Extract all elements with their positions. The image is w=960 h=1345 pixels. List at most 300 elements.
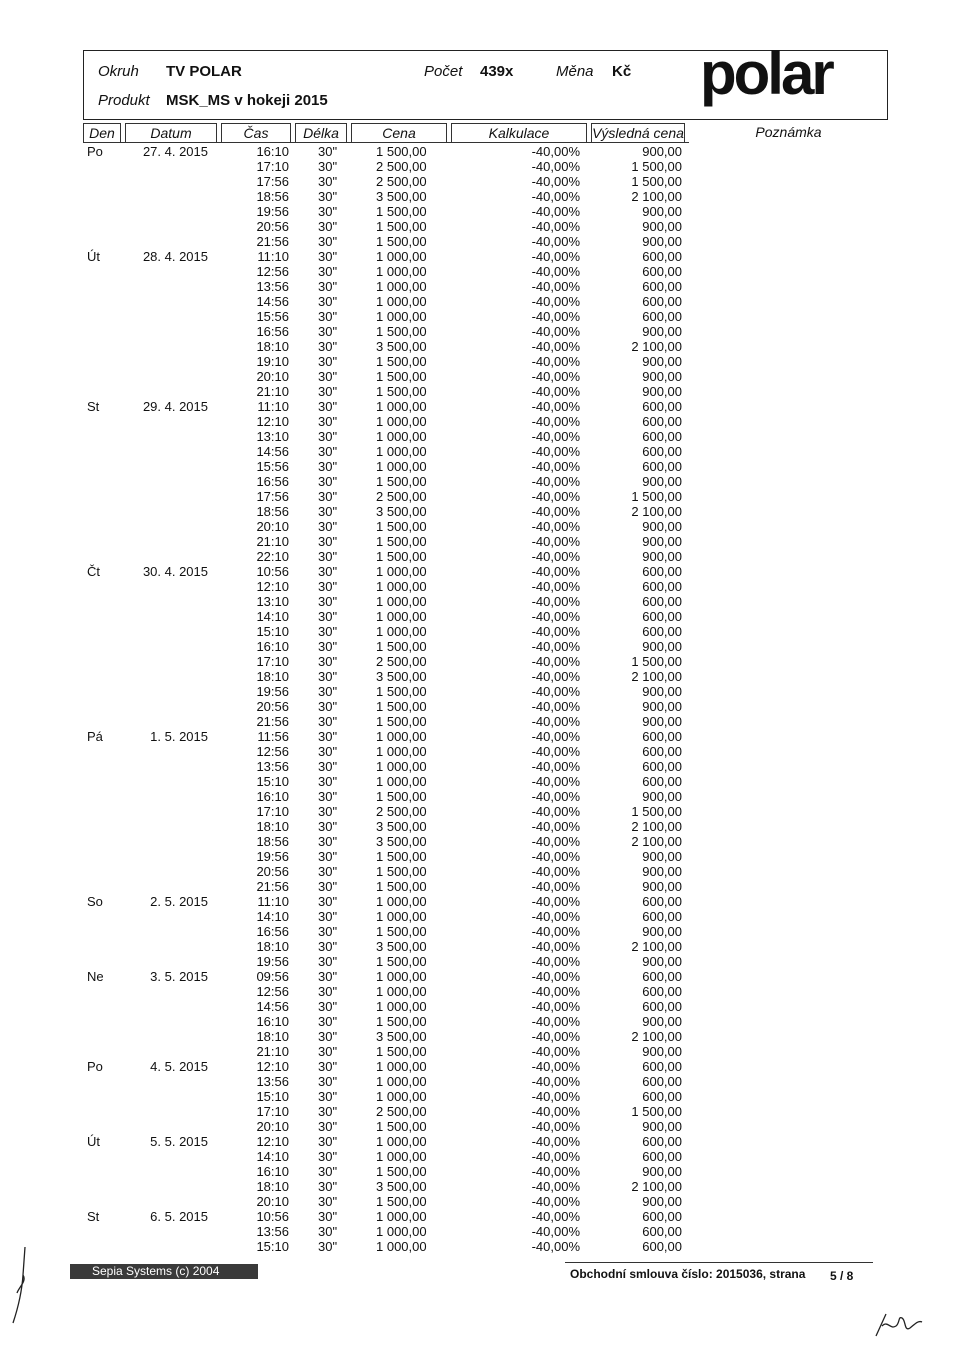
row-calculation: -40,00% xyxy=(531,309,580,324)
row-time: 14:10 xyxy=(256,1149,289,1164)
row-calculation: -40,00% xyxy=(531,1179,580,1194)
row-time: 17:10 xyxy=(256,1104,289,1119)
row-price: 1 000,00 xyxy=(376,309,427,324)
table-row xyxy=(0,849,960,864)
row-length: 30" xyxy=(318,369,338,384)
table-row xyxy=(0,699,960,714)
row-calculation: -40,00% xyxy=(531,279,580,294)
row-length: 30" xyxy=(318,804,338,819)
row-final-price: 900,00 xyxy=(642,849,682,864)
row-final-price: 900,00 xyxy=(642,519,682,534)
row-final-price: 600,00 xyxy=(642,1089,682,1104)
row-day: Út xyxy=(87,249,100,264)
table-row xyxy=(0,1209,960,1224)
row-price: 1 500,00 xyxy=(376,1014,427,1029)
row-price: 1 500,00 xyxy=(376,1044,427,1059)
row-time: 20:56 xyxy=(256,864,289,879)
row-final-price: 2 100,00 xyxy=(631,669,682,684)
row-length: 30" xyxy=(318,609,338,624)
row-length: 30" xyxy=(318,1239,338,1254)
row-final-price: 2 100,00 xyxy=(631,1029,682,1044)
table-row xyxy=(0,279,960,294)
row-price: 1 000,00 xyxy=(376,294,427,309)
row-final-price: 1 500,00 xyxy=(631,174,682,189)
row-length: 30" xyxy=(318,879,338,894)
row-calculation: -40,00% xyxy=(531,234,580,249)
row-price: 1 500,00 xyxy=(376,324,427,339)
table-row xyxy=(0,144,960,159)
table-row xyxy=(0,759,960,774)
row-price: 1 000,00 xyxy=(376,459,427,474)
row-time: 16:10 xyxy=(256,144,289,159)
row-length: 30" xyxy=(318,309,338,324)
row-time: 14:56 xyxy=(256,444,289,459)
row-length: 30" xyxy=(318,984,338,999)
table-row xyxy=(0,1059,960,1074)
row-time: 19:56 xyxy=(256,684,289,699)
table-row xyxy=(0,1164,960,1179)
row-price: 3 500,00 xyxy=(376,1029,427,1044)
row-length: 30" xyxy=(318,534,338,549)
row-length: 30" xyxy=(318,1164,338,1179)
row-final-price: 600,00 xyxy=(642,264,682,279)
table-row xyxy=(0,714,960,729)
table-row xyxy=(0,444,960,459)
row-calculation: -40,00% xyxy=(531,1014,580,1029)
table-row xyxy=(0,234,960,249)
row-calculation: -40,00% xyxy=(531,924,580,939)
row-final-price: 900,00 xyxy=(642,684,682,699)
row-final-price: 600,00 xyxy=(642,744,682,759)
row-length: 30" xyxy=(318,969,338,984)
row-length: 30" xyxy=(318,744,338,759)
table-row xyxy=(0,1104,960,1119)
row-calculation: -40,00% xyxy=(531,999,580,1014)
row-final-price: 600,00 xyxy=(642,1239,682,1254)
row-time: 15:10 xyxy=(256,1089,289,1104)
row-price: 2 500,00 xyxy=(376,804,427,819)
row-length: 30" xyxy=(318,999,338,1014)
row-length: 30" xyxy=(318,819,338,834)
row-time: 15:56 xyxy=(256,309,289,324)
row-final-price: 900,00 xyxy=(642,864,682,879)
row-calculation: -40,00% xyxy=(531,1059,580,1074)
table-row xyxy=(0,984,960,999)
row-final-price: 900,00 xyxy=(642,534,682,549)
row-length: 30" xyxy=(318,249,338,264)
row-calculation: -40,00% xyxy=(531,504,580,519)
row-price: 1 500,00 xyxy=(376,369,427,384)
row-length: 30" xyxy=(318,189,338,204)
row-length: 30" xyxy=(318,909,338,924)
row-length: 30" xyxy=(318,789,338,804)
row-time: 16:56 xyxy=(256,324,289,339)
row-calculation: -40,00% xyxy=(531,729,580,744)
row-final-price: 600,00 xyxy=(642,564,682,579)
row-final-price: 600,00 xyxy=(642,729,682,744)
table-row xyxy=(0,909,960,924)
row-price: 1 000,00 xyxy=(376,744,427,759)
row-time: 20:10 xyxy=(256,519,289,534)
contract-number: Obchodní smlouva číslo: 2015036, strana xyxy=(570,1267,806,1281)
row-date: 27. 4. 2015 xyxy=(142,144,208,159)
table-row xyxy=(0,1029,960,1044)
row-length: 30" xyxy=(318,294,338,309)
row-length: 30" xyxy=(318,1104,338,1119)
row-calculation: -40,00% xyxy=(531,579,580,594)
row-calculation: -40,00% xyxy=(531,654,580,669)
row-price: 1 000,00 xyxy=(376,969,427,984)
row-final-price: 600,00 xyxy=(642,774,682,789)
row-calculation: -40,00% xyxy=(531,264,580,279)
row-length: 30" xyxy=(318,669,338,684)
row-final-price: 2 100,00 xyxy=(631,504,682,519)
table-row xyxy=(0,429,960,444)
row-price: 1 500,00 xyxy=(376,549,427,564)
row-final-price: 2 100,00 xyxy=(631,1179,682,1194)
row-time: 19:56 xyxy=(256,204,289,219)
row-final-price: 900,00 xyxy=(642,1119,682,1134)
row-price: 2 500,00 xyxy=(376,159,427,174)
row-time: 21:10 xyxy=(256,1044,289,1059)
row-price: 3 500,00 xyxy=(376,1179,427,1194)
row-final-price: 600,00 xyxy=(642,624,682,639)
row-final-price: 600,00 xyxy=(642,1074,682,1089)
row-time: 15:10 xyxy=(256,1239,289,1254)
row-calculation: -40,00% xyxy=(531,1209,580,1224)
row-price: 1 000,00 xyxy=(376,1059,427,1074)
row-day: Ne xyxy=(87,969,104,984)
row-time: 12:10 xyxy=(256,1059,289,1074)
row-length: 30" xyxy=(318,924,338,939)
row-time: 14:56 xyxy=(256,294,289,309)
table-row xyxy=(0,1014,960,1029)
mena-label: Měna xyxy=(556,63,594,80)
row-calculation: -40,00% xyxy=(531,1089,580,1104)
row-time: 18:10 xyxy=(256,669,289,684)
row-final-price: 900,00 xyxy=(642,1044,682,1059)
row-time: 16:10 xyxy=(256,639,289,654)
row-calculation: -40,00% xyxy=(531,744,580,759)
row-price: 2 500,00 xyxy=(376,654,427,669)
page-number: 5 / 8 xyxy=(830,1269,854,1283)
row-time: 09:56 xyxy=(256,969,289,984)
row-price: 1 000,00 xyxy=(376,594,427,609)
table-row xyxy=(0,504,960,519)
row-price: 1 000,00 xyxy=(376,414,427,429)
row-calculation: -40,00% xyxy=(531,1149,580,1164)
row-final-price: 900,00 xyxy=(642,714,682,729)
row-time: 19:56 xyxy=(256,849,289,864)
row-calculation: -40,00% xyxy=(531,519,580,534)
row-length: 30" xyxy=(318,1074,338,1089)
table-row xyxy=(0,384,960,399)
table-row xyxy=(0,819,960,834)
row-length: 30" xyxy=(318,234,338,249)
row-time: 21:10 xyxy=(256,534,289,549)
row-length: 30" xyxy=(318,714,338,729)
row-final-price: 600,00 xyxy=(642,594,682,609)
row-calculation: -40,00% xyxy=(531,444,580,459)
row-final-price: 600,00 xyxy=(642,999,682,1014)
row-time: 12:56 xyxy=(256,984,289,999)
row-time: 17:56 xyxy=(256,174,289,189)
row-calculation: -40,00% xyxy=(531,219,580,234)
row-time: 16:10 xyxy=(256,1014,289,1029)
row-final-price: 600,00 xyxy=(642,1149,682,1164)
table-row xyxy=(0,564,960,579)
row-length: 30" xyxy=(318,849,338,864)
row-time: 20:56 xyxy=(256,219,289,234)
row-final-price: 900,00 xyxy=(642,144,682,159)
row-calculation: -40,00% xyxy=(531,789,580,804)
row-length: 30" xyxy=(318,1209,338,1224)
row-time: 11:10 xyxy=(257,399,289,414)
table-row xyxy=(0,294,960,309)
row-calculation: -40,00% xyxy=(531,804,580,819)
row-calculation: -40,00% xyxy=(531,894,580,909)
row-time: 13:56 xyxy=(256,1224,289,1239)
row-time: 12:10 xyxy=(256,1134,289,1149)
row-time: 18:56 xyxy=(256,834,289,849)
table-row xyxy=(0,654,960,669)
row-length: 30" xyxy=(318,504,338,519)
row-calculation: -40,00% xyxy=(531,489,580,504)
row-price: 1 500,00 xyxy=(376,789,427,804)
row-time: 16:56 xyxy=(256,474,289,489)
row-length: 30" xyxy=(318,414,338,429)
row-calculation: -40,00% xyxy=(531,204,580,219)
row-length: 30" xyxy=(318,1179,338,1194)
row-price: 2 500,00 xyxy=(376,1104,427,1119)
row-length: 30" xyxy=(318,684,338,699)
row-length: 30" xyxy=(318,399,338,414)
row-length: 30" xyxy=(318,1044,338,1059)
row-time: 17:56 xyxy=(256,489,289,504)
row-length: 30" xyxy=(318,159,338,174)
row-calculation: -40,00% xyxy=(531,819,580,834)
row-calculation: -40,00% xyxy=(531,369,580,384)
table-row xyxy=(0,1179,960,1194)
row-length: 30" xyxy=(318,699,338,714)
row-time: 12:56 xyxy=(256,744,289,759)
row-calculation: -40,00% xyxy=(531,159,580,174)
row-calculation: -40,00% xyxy=(531,354,580,369)
row-price: 3 500,00 xyxy=(376,939,427,954)
table-row xyxy=(0,549,960,564)
row-calculation: -40,00% xyxy=(531,429,580,444)
row-time: 17:10 xyxy=(256,654,289,669)
col-cas: Čas xyxy=(221,123,291,143)
row-date: 3. 5. 2015 xyxy=(150,969,208,984)
row-final-price: 600,00 xyxy=(642,294,682,309)
row-final-price: 900,00 xyxy=(642,879,682,894)
row-time: 18:56 xyxy=(256,504,289,519)
row-price: 1 000,00 xyxy=(376,249,427,264)
table-row xyxy=(0,924,960,939)
row-length: 30" xyxy=(318,354,338,369)
okruh-label: Okruh xyxy=(98,63,139,80)
row-length: 30" xyxy=(318,429,338,444)
table-row xyxy=(0,534,960,549)
row-final-price: 600,00 xyxy=(642,579,682,594)
row-calculation: -40,00% xyxy=(531,714,580,729)
row-final-price: 600,00 xyxy=(642,759,682,774)
row-final-price: 600,00 xyxy=(642,1059,682,1074)
row-date: 5. 5. 2015 xyxy=(150,1134,208,1149)
row-price: 3 500,00 xyxy=(376,834,427,849)
row-calculation: -40,00% xyxy=(531,1194,580,1209)
pocet-label: Počet xyxy=(424,63,463,80)
row-price: 1 000,00 xyxy=(376,444,427,459)
table-row xyxy=(0,744,960,759)
row-time: 12:10 xyxy=(256,579,289,594)
row-final-price: 1 500,00 xyxy=(631,489,682,504)
table-row xyxy=(0,639,960,654)
row-length: 30" xyxy=(318,579,338,594)
row-price: 3 500,00 xyxy=(376,819,427,834)
row-length: 30" xyxy=(318,864,338,879)
row-final-price: 900,00 xyxy=(642,1194,682,1209)
col-delka: Délka xyxy=(295,123,347,143)
row-time: 13:56 xyxy=(256,279,289,294)
row-time: 15:10 xyxy=(256,774,289,789)
row-price: 1 000,00 xyxy=(376,399,427,414)
row-price: 1 500,00 xyxy=(376,684,427,699)
row-calculation: -40,00% xyxy=(531,954,580,969)
table-row xyxy=(0,399,960,414)
row-price: 1 500,00 xyxy=(376,849,427,864)
row-time: 12:56 xyxy=(256,264,289,279)
table-row xyxy=(0,1044,960,1059)
row-price: 1 500,00 xyxy=(376,714,427,729)
row-price: 1 500,00 xyxy=(376,1194,427,1209)
row-day: St xyxy=(87,399,100,414)
row-calculation: -40,00% xyxy=(531,1074,580,1089)
row-length: 30" xyxy=(318,624,338,639)
table-row xyxy=(0,249,960,264)
row-calculation: -40,00% xyxy=(531,414,580,429)
col-kalkulace: Kalkulace xyxy=(451,123,587,143)
row-price: 1 000,00 xyxy=(376,759,427,774)
row-calculation: -40,00% xyxy=(531,249,580,264)
row-calculation: -40,00% xyxy=(531,879,580,894)
row-price: 1 000,00 xyxy=(376,1134,427,1149)
row-length: 30" xyxy=(318,339,338,354)
row-final-price: 2 100,00 xyxy=(631,939,682,954)
row-calculation: -40,00% xyxy=(531,459,580,474)
row-time: 10:56 xyxy=(256,1209,289,1224)
table-row xyxy=(0,339,960,354)
row-length: 30" xyxy=(318,474,338,489)
table-row xyxy=(0,1149,960,1164)
row-final-price: 1 500,00 xyxy=(631,1104,682,1119)
row-price: 1 500,00 xyxy=(376,699,427,714)
row-calculation: -40,00% xyxy=(531,294,580,309)
table-row xyxy=(0,219,960,234)
row-calculation: -40,00% xyxy=(531,324,580,339)
row-time: 11:56 xyxy=(257,729,289,744)
row-time: 16:10 xyxy=(256,1164,289,1179)
table-row xyxy=(0,189,960,204)
table-row xyxy=(0,204,960,219)
row-length: 30" xyxy=(318,1194,338,1209)
table-row xyxy=(0,969,960,984)
table-row xyxy=(0,939,960,954)
row-length: 30" xyxy=(318,219,338,234)
row-price: 1 000,00 xyxy=(376,609,427,624)
row-calculation: -40,00% xyxy=(531,549,580,564)
row-length: 30" xyxy=(318,939,338,954)
row-final-price: 1 500,00 xyxy=(631,804,682,819)
row-time: 20:10 xyxy=(256,1119,289,1134)
row-calculation: -40,00% xyxy=(531,1119,580,1134)
row-final-price: 2 100,00 xyxy=(631,834,682,849)
row-price: 1 500,00 xyxy=(376,384,427,399)
row-price: 3 500,00 xyxy=(376,339,427,354)
row-length: 30" xyxy=(318,654,338,669)
row-length: 30" xyxy=(318,564,338,579)
row-final-price: 900,00 xyxy=(642,549,682,564)
row-final-price: 900,00 xyxy=(642,324,682,339)
row-price: 1 500,00 xyxy=(376,354,427,369)
row-calculation: -40,00% xyxy=(531,1134,580,1149)
row-length: 30" xyxy=(318,264,338,279)
row-time: 15:10 xyxy=(256,624,289,639)
row-time: 19:56 xyxy=(256,954,289,969)
row-calculation: -40,00% xyxy=(531,834,580,849)
row-length: 30" xyxy=(318,834,338,849)
table-row xyxy=(0,1074,960,1089)
row-time: 21:56 xyxy=(256,234,289,249)
row-time: 17:10 xyxy=(256,804,289,819)
row-calculation: -40,00% xyxy=(531,1104,580,1119)
row-time: 22:10 xyxy=(256,549,289,564)
row-price: 1 000,00 xyxy=(376,1224,427,1239)
row-price: 3 500,00 xyxy=(376,669,427,684)
row-price: 1 500,00 xyxy=(376,954,427,969)
table-row xyxy=(0,1239,960,1254)
row-time: 13:10 xyxy=(256,429,289,444)
row-price: 1 000,00 xyxy=(376,1149,427,1164)
row-final-price: 900,00 xyxy=(642,789,682,804)
table-row xyxy=(0,1134,960,1149)
row-final-price: 600,00 xyxy=(642,459,682,474)
row-length: 30" xyxy=(318,519,338,534)
row-time: 17:10 xyxy=(256,159,289,174)
polar-logo: polar xyxy=(700,40,832,107)
row-day: Po xyxy=(87,1059,103,1074)
row-day: Pá xyxy=(87,729,103,744)
table-row xyxy=(0,999,960,1014)
row-final-price: 600,00 xyxy=(642,909,682,924)
table-row xyxy=(0,684,960,699)
row-price: 1 500,00 xyxy=(376,879,427,894)
col-cena: Cena xyxy=(351,123,447,143)
table-row xyxy=(0,519,960,534)
produkt-value: MSK_MS v hokeji 2015 xyxy=(166,92,328,109)
row-time: 12:10 xyxy=(256,414,289,429)
row-final-price: 900,00 xyxy=(642,204,682,219)
produkt-label: Produkt xyxy=(98,92,150,109)
row-price: 1 000,00 xyxy=(376,729,427,744)
row-calculation: -40,00% xyxy=(531,984,580,999)
table-row xyxy=(0,609,960,624)
table-row xyxy=(0,159,960,174)
table-row xyxy=(0,894,960,909)
row-time: 18:10 xyxy=(256,819,289,834)
row-time: 16:10 xyxy=(256,789,289,804)
